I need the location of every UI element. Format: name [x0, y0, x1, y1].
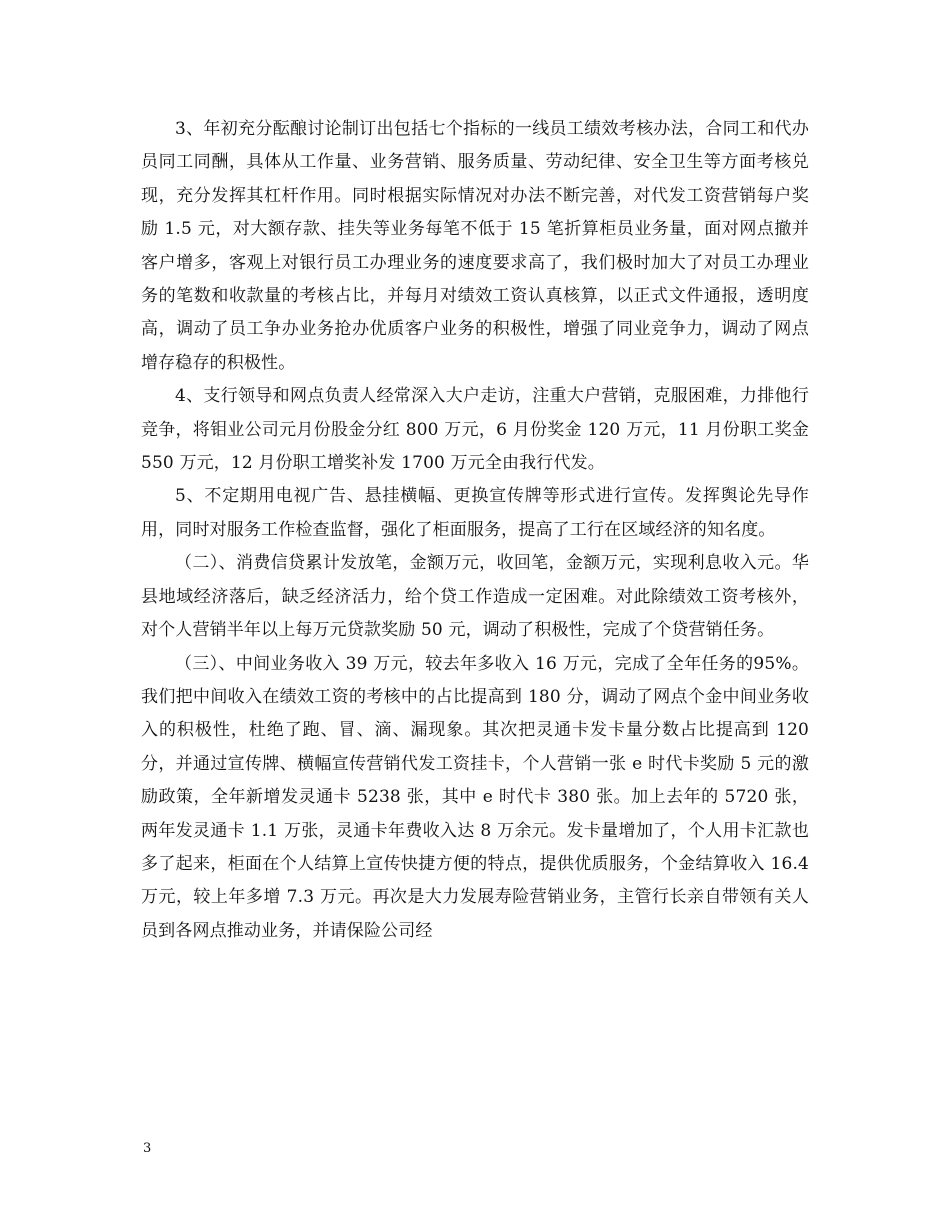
- paragraph-item-3: 3、年初充分酝酿讨论制订出包括七个指标的一线员工绩效考核办法，合同工和代办员同工同酬，具体从工作量、业务营销、服务质量、劳动纪律、安全卫生等方面考核兑现，充分发挥其杠杆作用。同时根据实际情况对办法不断完善，对代发工资营销每户奖励 1.5 元，对大额存款、挂失等业务每笔不低于 15 笔折算柜员业务量，面对网点撤并客户增多，客观上对银行员工办理业务的速度要求高了，我们极时加大了对员工办理业务的笔数和收款量的考核占比，并每月对绩效工资认真核算，以正式文件通报，透明度高，调动了员工争办业务抢办优质客户业务的积极性，增强了同业竞争力，调动了网点增存稳存的积极性。: [141, 119, 809, 373]
- paragraph-intermediate-business: （三）、中间业务收入 39 万元，较去年多收入 16 万元，完成了全年任务的95%。我们把中间收入在绩效工资的考核中的占比提高到 180 分，调动了网点个金中间业务收入的积极性，杜绝了跑、冒、滴、漏现象。其次把灵通卡发卡量分数占比提高到 120 分，并通过宣传牌、横幅宣传营销代发工资挂卡，个人营销一张 e 时代卡奖励 5 元的激励政策，全年新增发灵通卡 5238 张，其中 e 时代卡 380 张。加上去年的 5720 张，两年发灵通卡 1.1 万张，灵通卡年费收入达 8 万余元。发卡量增加了，个人用卡汇款也多了起来，柜面在个人结算上宣传快捷方便的特点，提供优质服务，个金结算收入 16.4 万元，较上年多增 7.3 万元。再次是大力发展寿险营销业务，主管行长亲自带领有关人员到各网点推动业务，并请保险公司经: [141, 653, 809, 941]
- paragraph-item-5: 5、不定期用电视广告、悬挂横幅、更换宣传牌等形式进行宣传。发挥舆论先导作用，同时对服务工作检查监督，强化了柜面服务，提高了工行在区域经济的知名度。: [141, 486, 809, 540]
- paragraph-item-4: 4、支行领导和网点负责人经常深入大户走访，注重大户营销，克服困难，力排他行竞争，将钼业公司元月份股金分红 800 万元，6 月份奖金 120 万元，11 月份职工奖金 550 万元，12 月份职工增奖补发 1700 万元全由我行代发。: [141, 386, 809, 474]
- body-text: [141, 113, 809, 948]
- page-number: 3: [143, 1141, 152, 1156]
- paragraph-consumer-credit: （二）、消费信贷累计发放笔，金额万元，收回笔，金额万元，实现利息收入元。华县地域经济落后，缺乏经济活力，给个贷工作造成一定困难。对此除绩效工资考核外，对个人营销半年以上每万元贷款奖励 50 元，调动了积极性，完成了个贷营销任务。: [141, 553, 809, 641]
